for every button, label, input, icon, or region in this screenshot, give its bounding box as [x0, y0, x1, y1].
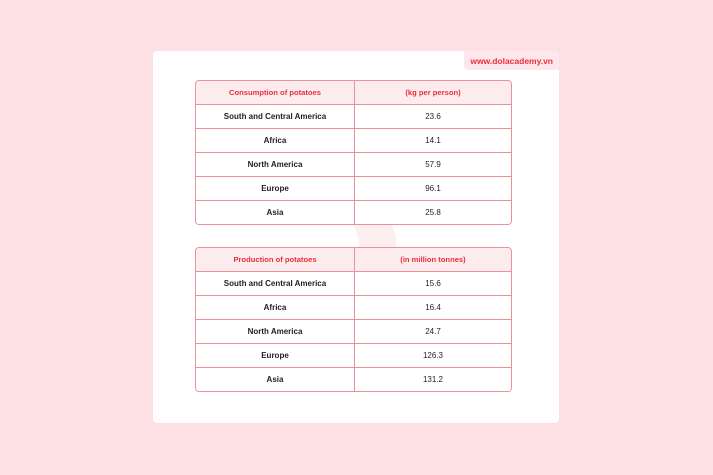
- region-cell: South and Central America: [196, 272, 355, 296]
- production-table: [195, 247, 512, 392]
- table-row: [196, 153, 511, 177]
- table-row: [196, 272, 511, 296]
- table-row: [196, 201, 511, 224]
- region-cell: Europe: [196, 177, 355, 201]
- table-row: [196, 296, 511, 320]
- region-cell: Africa: [196, 129, 355, 153]
- value-cell: 126.3: [355, 344, 511, 368]
- value-cell: 25.8: [355, 201, 511, 224]
- value-cell: 57.9: [355, 153, 511, 177]
- table-row: [196, 105, 511, 129]
- region-cell: North America: [196, 153, 355, 177]
- table-row: [196, 320, 511, 344]
- content-card: [153, 51, 559, 423]
- value-cell: 14.1: [355, 129, 511, 153]
- column-header: (kg per person): [355, 81, 511, 105]
- column-header: Production of potatoes: [196, 248, 355, 272]
- value-cell: 96.1: [355, 177, 511, 201]
- region-cell: Asia: [196, 201, 355, 224]
- value-cell: 23.6: [355, 105, 511, 129]
- value-cell: 16.4: [355, 296, 511, 320]
- value-cell: 15.6: [355, 272, 511, 296]
- brand-url: www.dolacademy.vn: [464, 51, 559, 70]
- region-cell: South and Central America: [196, 105, 355, 129]
- table-row: [196, 129, 511, 153]
- table-row: [196, 177, 511, 201]
- column-header: Consumption of potatoes: [196, 81, 355, 105]
- region-cell: Africa: [196, 296, 355, 320]
- region-cell: North America: [196, 320, 355, 344]
- table-row: [196, 368, 511, 391]
- table-row: [196, 344, 511, 368]
- consumption-table: [195, 80, 512, 225]
- column-header: (in million tonnes): [355, 248, 511, 272]
- value-cell: 24.7: [355, 320, 511, 344]
- table-header-row: [196, 81, 511, 105]
- value-cell: 131.2: [355, 368, 511, 391]
- region-cell: Europe: [196, 344, 355, 368]
- region-cell: Asia: [196, 368, 355, 391]
- table-header-row: [196, 248, 511, 272]
